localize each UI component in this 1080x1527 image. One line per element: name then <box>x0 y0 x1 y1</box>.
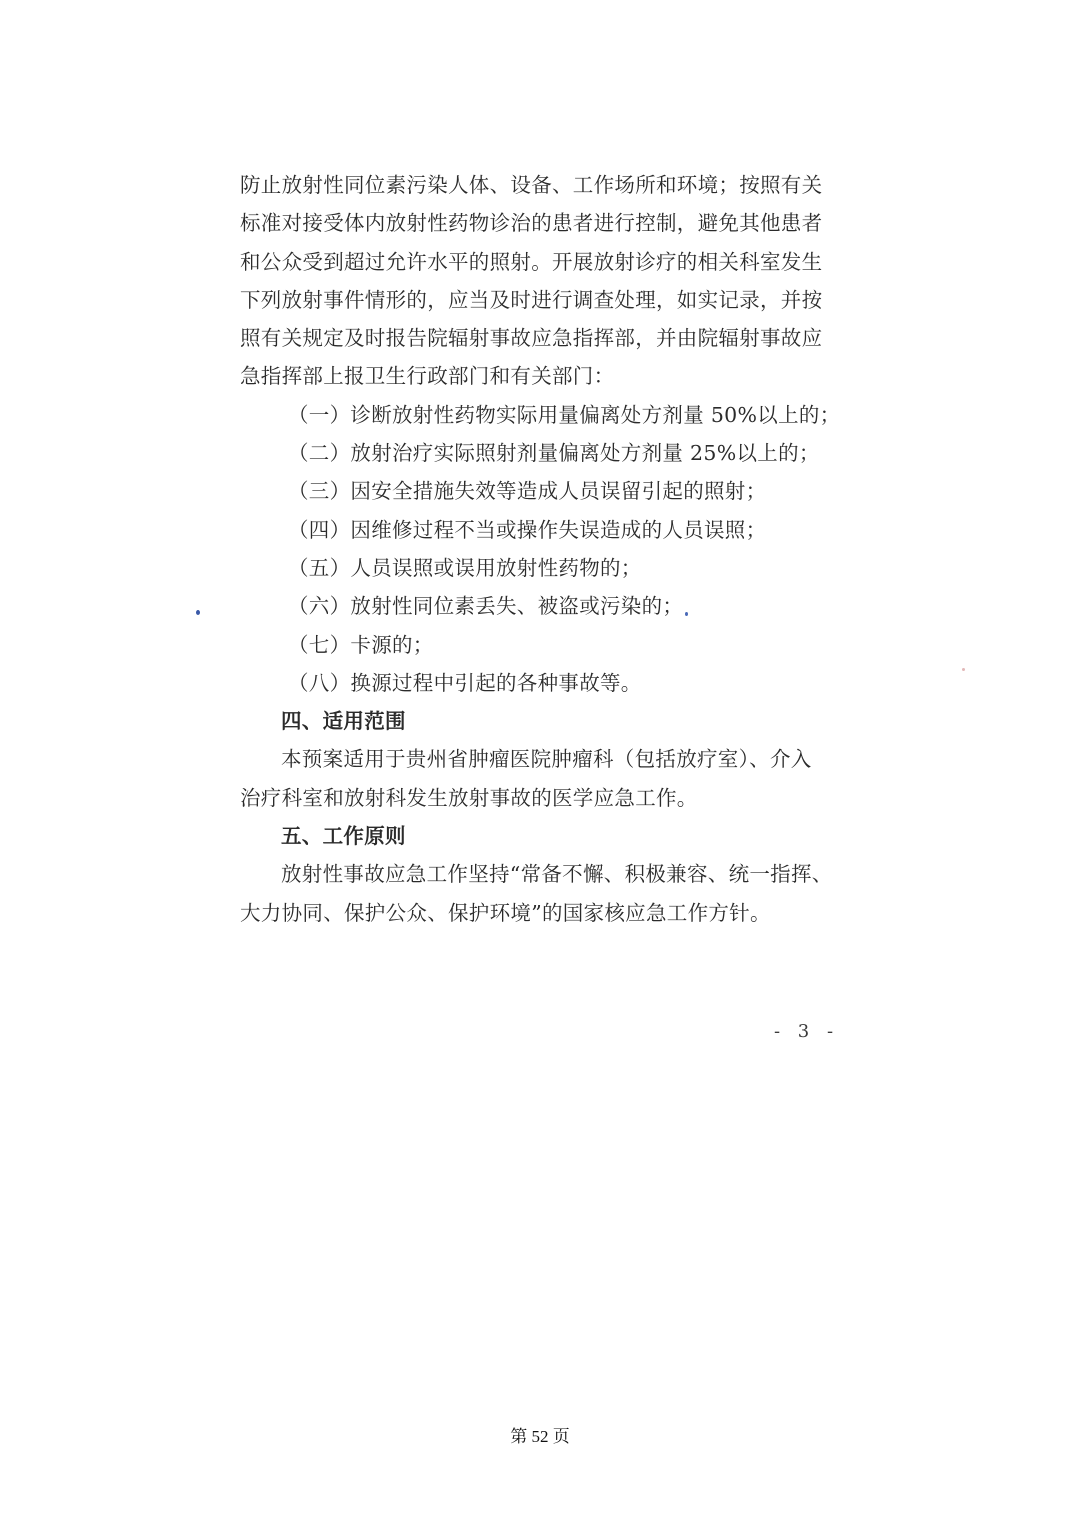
intro-paragraph <box>240 166 822 396</box>
text-line: 放射性事故应急工作坚持“常备不懈、积极兼容、统一指挥、 <box>281 862 833 887</box>
text-line: 和公众受到超过允许水平的照射。开展放射诊疗的相关科室发生 <box>240 249 823 274</box>
scan-speck <box>962 668 965 671</box>
list-item: （四）因维修过程不当或操作失误造成的人员误照； <box>288 517 767 542</box>
text-line: 标准对接受体内放射性药物诊治的患者进行控制，避免其他患者 <box>240 211 823 236</box>
list-item: （三）因安全措施失效等造成人员误留引起的照射； <box>288 479 767 504</box>
section-heading: 五、工作原则 <box>281 824 406 849</box>
list-item: （二）放射治疗实际照射剂量偏离处方剂量 25%以上的； <box>288 441 820 466</box>
list-item: （一）诊断放射性药物实际用量偏离处方剂量 50%以上的； <box>288 402 841 427</box>
list-item: （七）卡源的； <box>288 632 434 657</box>
text-line: 照有关规定及时报告院辐射事故应急指挥部，并由院辐射事故应 <box>240 326 823 351</box>
event-list <box>240 396 841 702</box>
text-line: 下列放射事件情形的，应当及时进行调查处理，如实记录，并按 <box>240 287 823 312</box>
inner-page-number: - 3 - <box>774 1021 840 1042</box>
text-line: 大力协同、保护公众、保护环境”的国家核应急工作方针。 <box>240 900 771 925</box>
scan-speck <box>196 610 200 615</box>
text-line: 治疗科室和放射科发生放射事故的医学应急工作。 <box>240 785 698 810</box>
text-line: 急指挥部上报卫生行政部门和有关部门： <box>240 364 615 389</box>
text-line: 防止放射性同位素污染人体、设备、工作场所和环境；按照有关 <box>240 173 823 197</box>
list-item: （六）放射性同位素丢失、被盗或污染的； <box>288 594 684 619</box>
document-body <box>240 166 841 932</box>
scan-speck <box>685 612 688 616</box>
text-line: 本预案适用于贵州省肿瘤医院肿瘤科（包括放疗室）、介入 <box>281 747 812 772</box>
section-principles <box>240 817 833 932</box>
list-item: （五）人员误照或误用放射性药物的； <box>288 555 642 580</box>
page-footer: 第 52 页 <box>510 1427 570 1446</box>
section-scope <box>240 702 822 817</box>
list-item: （八）换源过程中引起的各种事故等。 <box>288 670 642 695</box>
section-heading: 四、适用范围 <box>281 709 406 734</box>
